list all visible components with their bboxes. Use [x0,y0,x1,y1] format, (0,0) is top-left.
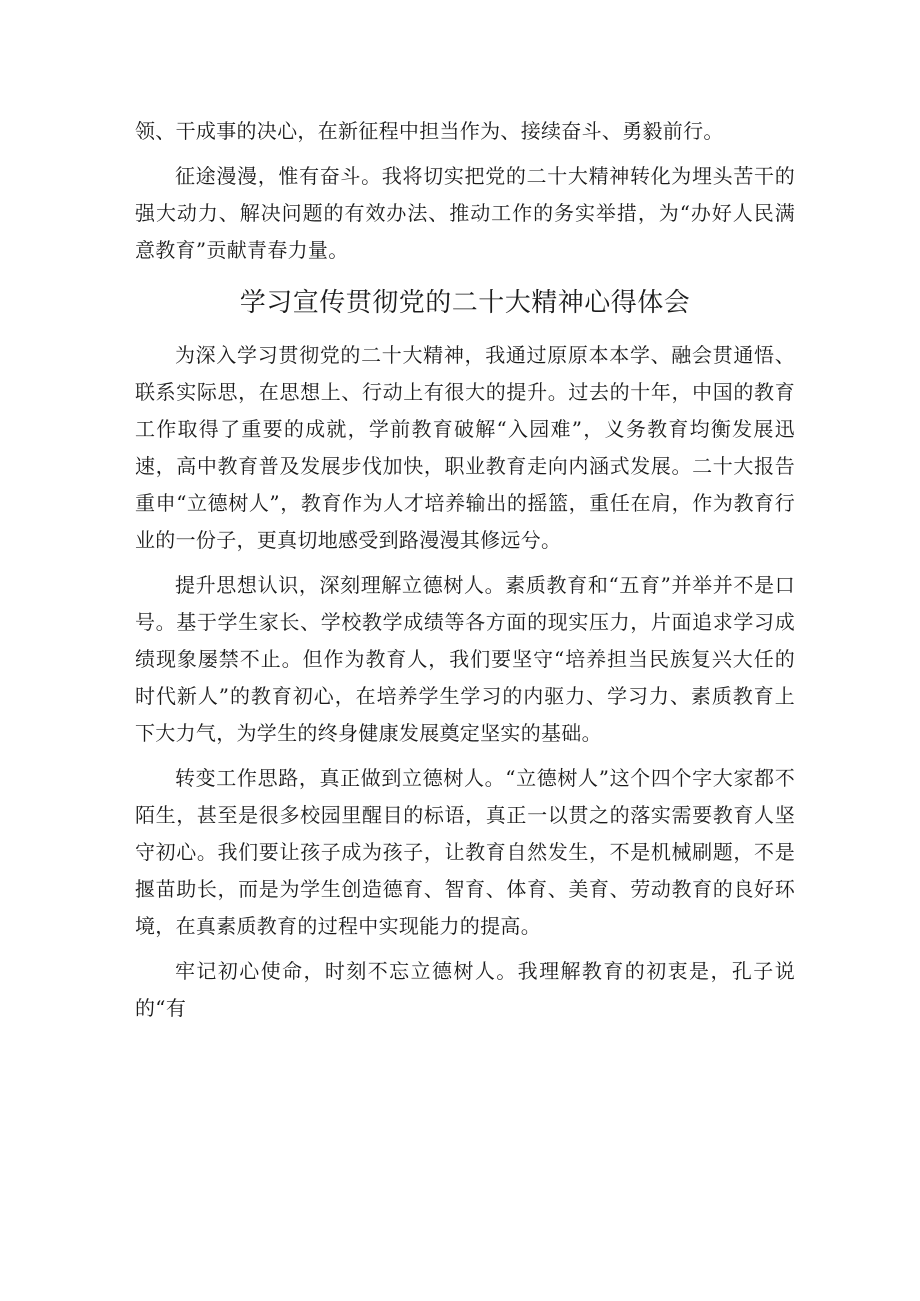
continuation-text: 领、干成事的决心，在新征程中担当作为、接续奋斗、勇毅前行。 [135,119,724,143]
body-paragraph-3: 转变工作思路，真正做到立德树人。“立德树人”这个四个字大家都不陌生，甚至是很多校园里醒目的标语，真正一以贯之的落实需要教育人坚守初心。我们要让孩子成为孩子，让教育自然发生，不是机械刷题，不是揠苗助长，而是为学生创造德育、智育、体育、美育、劳动教育的良好环境，在真素质教育的过程中实现能力的提高。 [135,766,795,938]
article-title: 学习宣传贯彻党的二十大精神心得体会 [239,288,691,318]
body-paragraph-1: 为深入学习贯彻党的二十大精神，我通过原原本本学、融会贯通悟、联系实际思，在思想上、行动上有很大的提升。过去的十年，中国的教育工作取得了重要的成就，学前教育破解“入园难”，义务教育均衡发展迅速，高中教育普及发展步伐加快，职业教育走向内涵式发展。二十大报告重申“立德树人”，教育作为人才培养输出的摇篮，重任在肩，作为教育行业的一份子，更真切地感受到路漫漫其修远兮。 [135,343,795,552]
body-paragraph-2: 提升思想认识，深刻理解立德树人。素质教育和“五育”并举并不是口号。基于学生家长、学校教学成绩等各方面的现实压力，片面追求学习成绩现象屡禁不止。但作为教育人，我们要坚守“培养担当民族复兴大任的时代新人”的教育初心，在培养学生学习的内驱力、学习力、素质教育上下大力气，为学生的终身健康发展奠定坚实的基础。 [135,573,795,745]
body-paragraph-4: 牢记初心使命，时刻不忘立德树人。我理解教育的初衷是，孔子说的“有 [135,959,795,1020]
document-page [135,113,795,1027]
closing-paragraph: 征途漫漫，惟有奋斗。我将切实把党的二十大精神转化为埋头苦干的强大动力、解决问题的有效办法、推动工作的务实举措，为“办好人民满意教育”贡献青春力量。 [135,164,795,262]
